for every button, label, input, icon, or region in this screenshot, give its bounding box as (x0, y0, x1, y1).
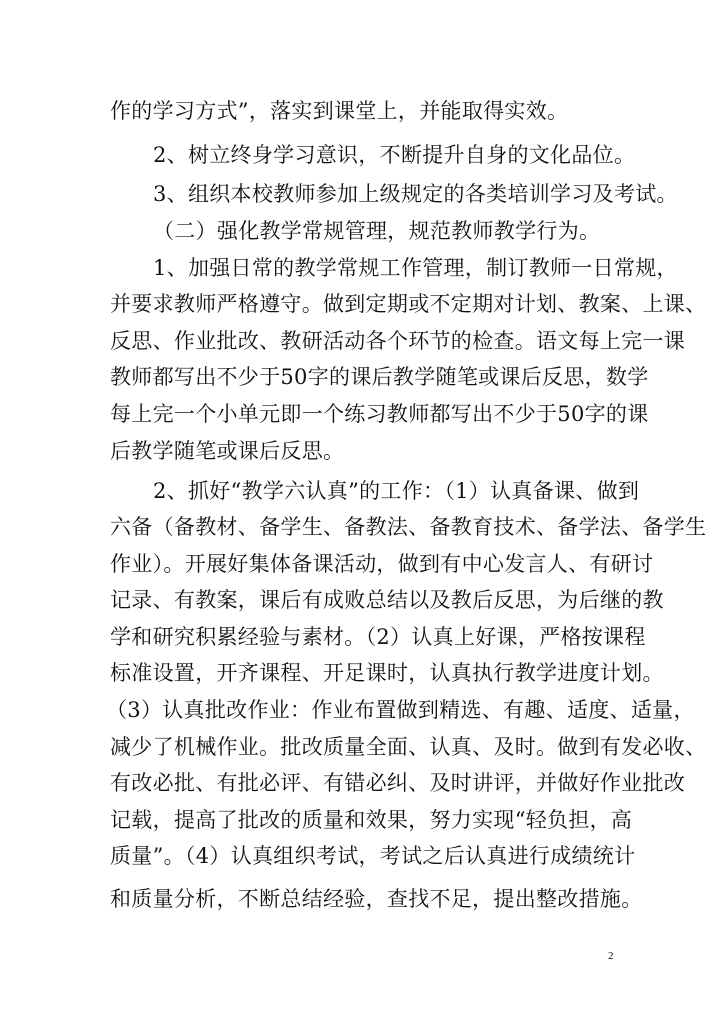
text-line-2: 2、树立终身学习意识，不断提升自身的文化品位。 (153, 143, 636, 167)
text-line-5: 1、加强日常的教学常规工作管理，制订教师一日常规， (153, 256, 678, 280)
text-line-13: 作业）。开展好集体备课活动，做到有中心发言人、有研讨 (110, 552, 654, 576)
text-line-20: 记载，提高了批改的质量和效果，努力实现“轻负担，高 (110, 808, 633, 832)
page-number: 2 (608, 950, 614, 962)
text-line-12: 六备（备教材、备学生、备教法、备教育技术、备学法、备学生 (110, 515, 707, 539)
text-line-16: 标准设置，开齐课程、开足课时，认真执行教学进度计划。 (110, 661, 664, 685)
text-line-3: 3、组织本校教师参加上级规定的各类培训学习及考试。 (153, 182, 678, 206)
text-line-18: 减少了机械作业。批改质量全面、认真、及时。做到有发必收、 (110, 735, 707, 759)
text-line-7: 反思、作业批改、教研活动各个环节的检查。语文每上完一课 (110, 329, 686, 353)
text-line-14: 记录、有教案，课后有成败总结以及教后反思，为后继的教 (110, 588, 664, 612)
section-heading: （二）强化教学常规管理，规范教师教学行为。 (153, 219, 601, 243)
text-line-8: 教师都写出不少于50字的课后教学随笔或课后反思，数学 (110, 365, 649, 389)
text-line-19: 有改必批、有批必评、有错必纠、及时讲评，并做好作业批改 (110, 771, 686, 795)
text-line-10: 后教学随笔或课后反思。 (110, 439, 345, 463)
text-line-11: 2、抓好“教学六认真”的工作：（1）认真备课、做到 (153, 479, 640, 503)
text-line-6: 并要求教师严格遵守。做到定期或不定期对计划、教案、上课、 (110, 292, 707, 316)
text-line-21: 质量”。（4）认真组织考试，考试之后认真进行成绩统计 (110, 844, 636, 868)
text-line-15: 学和研究积累经验与素材。（2）认真上好课，严格按课程 (110, 625, 646, 649)
text-line-17: （3）认真批改作业：作业布置做到精选、有趣、适度、适量， (106, 698, 695, 722)
text-line-9: 每上完一个小单元即一个练习教师都写出不少于50字的课 (110, 402, 649, 426)
text-line-1: 作的学习方式”，落实到课堂上，并能取得实效。 (110, 99, 569, 123)
text-line-22: 和质量分析，不断总结经验，查找不足，提出整改措施。 (110, 887, 643, 911)
